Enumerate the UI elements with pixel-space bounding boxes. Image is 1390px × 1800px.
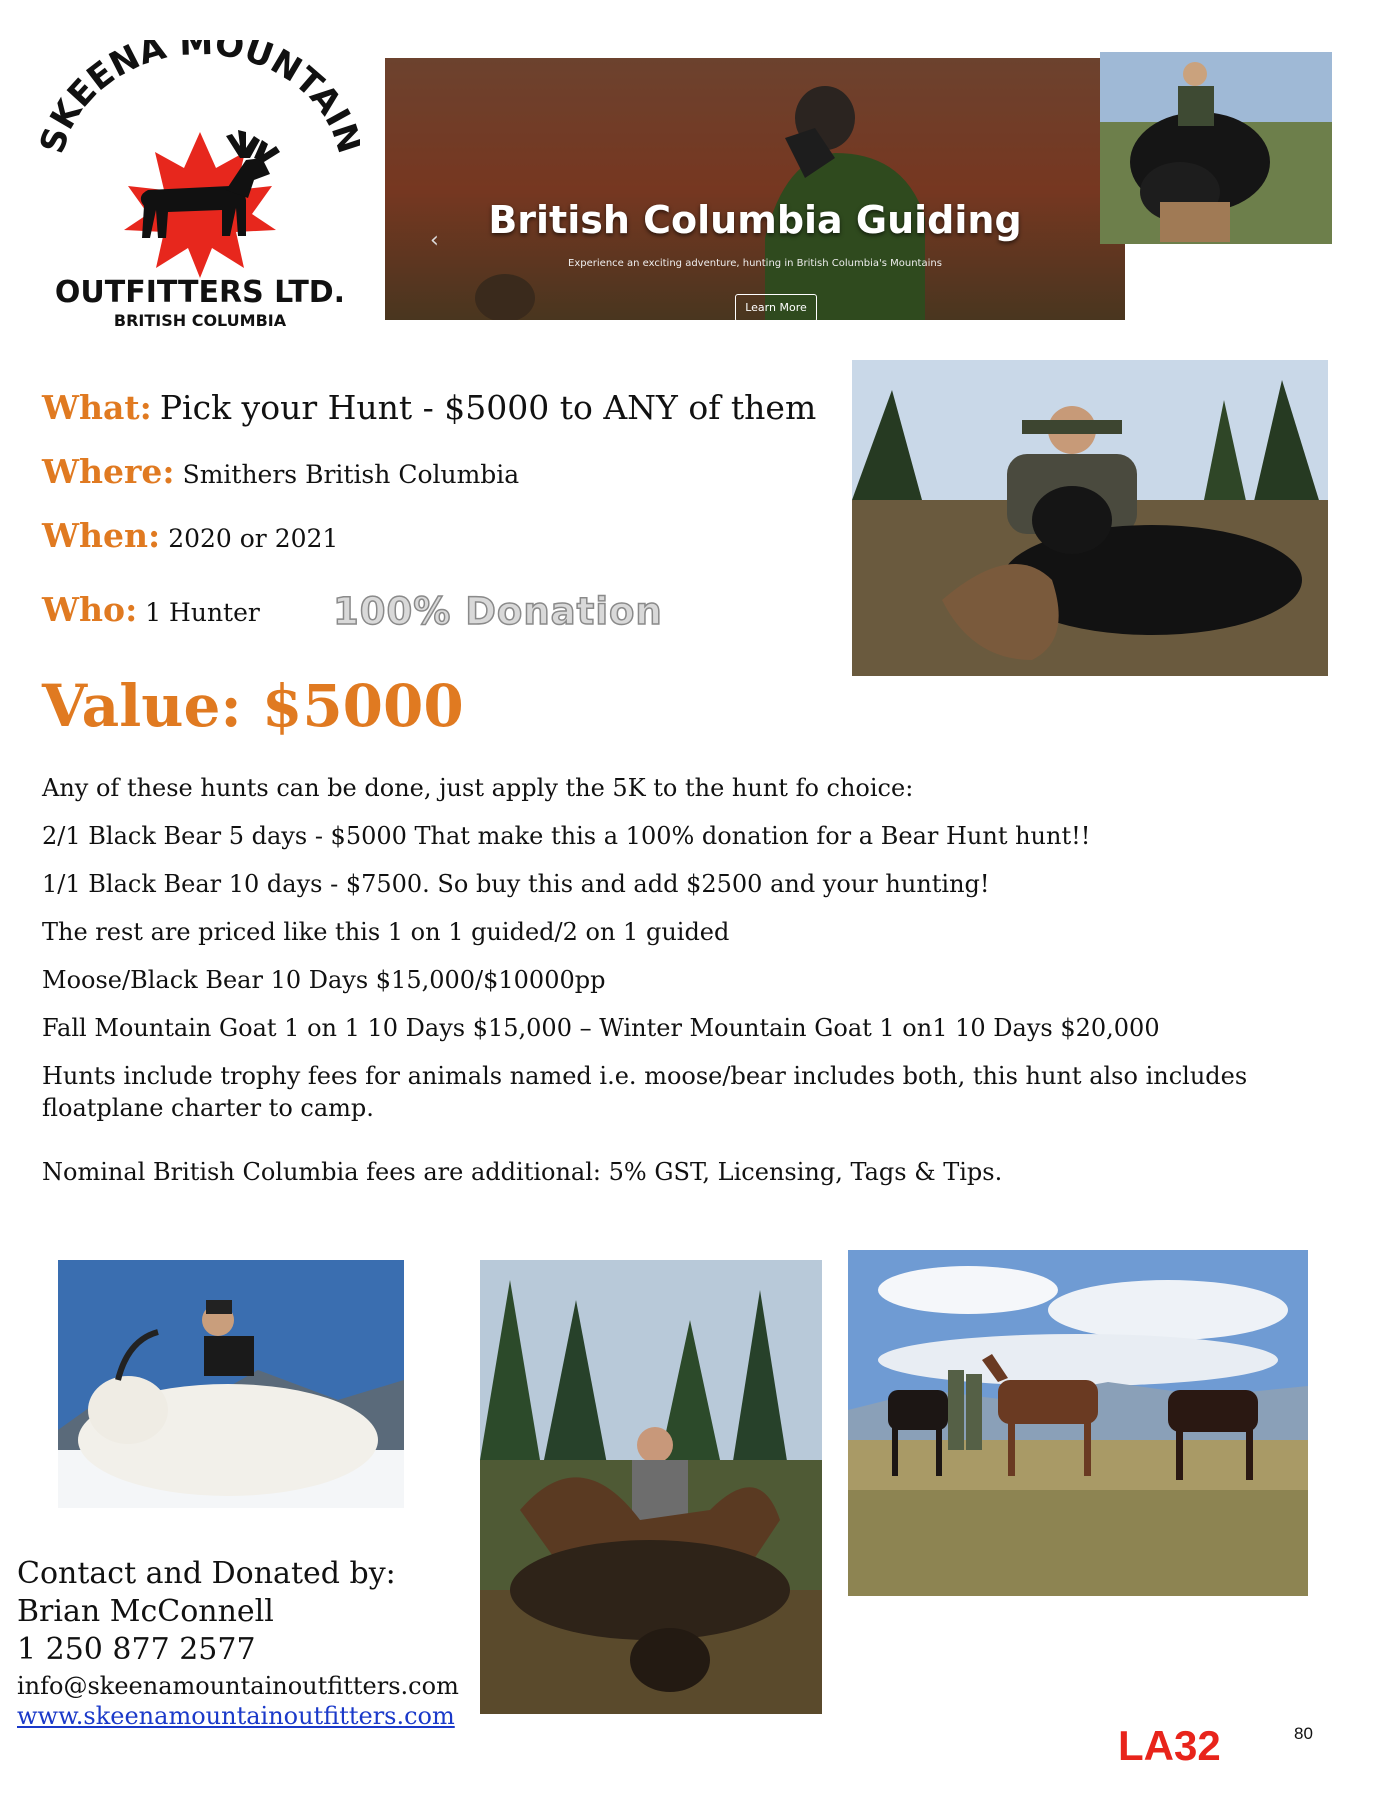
- what-label: What:: [42, 388, 152, 427]
- lot-code: LA32: [1118, 1722, 1221, 1769]
- logo-region: BRITISH COLUMBIA: [113, 311, 287, 330]
- contact-email[interactable]: info@skeenamountainoutfitters.com: [17, 1672, 459, 1700]
- body-line: Moose/Black Bear 10 Days $15,000/$10000pp: [42, 966, 606, 994]
- photo-mountain-goat: [58, 1260, 404, 1508]
- photo-moose-hunter: [480, 1260, 822, 1714]
- what-line: [42, 388, 816, 427]
- body-line: Fall Mountain Goat 1 on 1 10 Days $15,000 – Winter Mountain Goat 1 on1 10 Days $20,000: [42, 1014, 1160, 1042]
- photo-horses-meadow: [848, 1250, 1308, 1596]
- logo-arc-text: KEENA MOUNTAI: [42, 40, 358, 137]
- learn-more-button[interactable]: Learn More: [735, 294, 817, 320]
- body-line: 1/1 Black Bear 10 days - $7500. So buy this and add $2500 and your hunting!: [42, 870, 990, 898]
- logo-company-name: OUTFITTERS LTD.: [54, 275, 346, 310]
- value-heading: Value: $5000: [42, 672, 464, 740]
- banner-background-photo: [385, 58, 1125, 320]
- photo-bear-moose-antler: [852, 360, 1328, 676]
- banner-title: British Columbia Guiding: [488, 198, 1022, 242]
- photo-bear-hunter-small: [1100, 52, 1332, 244]
- when-line: [42, 516, 338, 555]
- body-line: Hunts include trophy fees for animals named i.e. moose/bear includes both, this hunt also includes floatplane charter to camp.: [42, 1062, 1248, 1122]
- company-logo: [40, 40, 360, 330]
- banner-subtitle: Experience an exciting adventure, hunting in British Columbia's Mountains: [568, 258, 942, 269]
- what-value: Pick your Hunt - $5000 to ANY of them: [159, 388, 817, 427]
- where-value: Smithers British Columbia: [182, 460, 520, 489]
- when-label: When:: [42, 516, 161, 555]
- website-link[interactable]: www.skeenamountainoutfitters.com: [17, 1702, 455, 1730]
- where-label: Where:: [42, 452, 175, 491]
- donation-badge: 100% Donation: [333, 590, 663, 633]
- hero-banner: [385, 58, 1125, 320]
- body-line: Nominal British Columbia fees are additional: 5% GST, Licensing, Tags & Tips.: [42, 1158, 1003, 1186]
- page-number: 80: [1294, 1724, 1313, 1743]
- contact-name: Brian McConnell: [17, 1594, 274, 1629]
- contact-heading: Contact and Donated by:: [17, 1556, 396, 1591]
- when-value: 2020 or 2021: [168, 524, 339, 553]
- contact-phone: 1 250 877 2577: [17, 1632, 256, 1667]
- body-line: Any of these hunts can be done, just apply the 5K to the hunt fo choice:: [42, 774, 914, 802]
- who-line: [42, 590, 260, 629]
- who-value: 1 Hunter: [145, 598, 260, 627]
- body-line: 2/1 Black Bear 5 days - $5000 That make this a 100% donation for a Bear Hunt hunt!!: [42, 822, 1091, 850]
- who-label: Who:: [42, 590, 138, 629]
- where-line: [42, 452, 519, 491]
- carousel-prev-icon[interactable]: ‹: [430, 228, 439, 253]
- body-line: The rest are priced like this 1 on 1 guided/2 on 1 guided: [42, 918, 730, 946]
